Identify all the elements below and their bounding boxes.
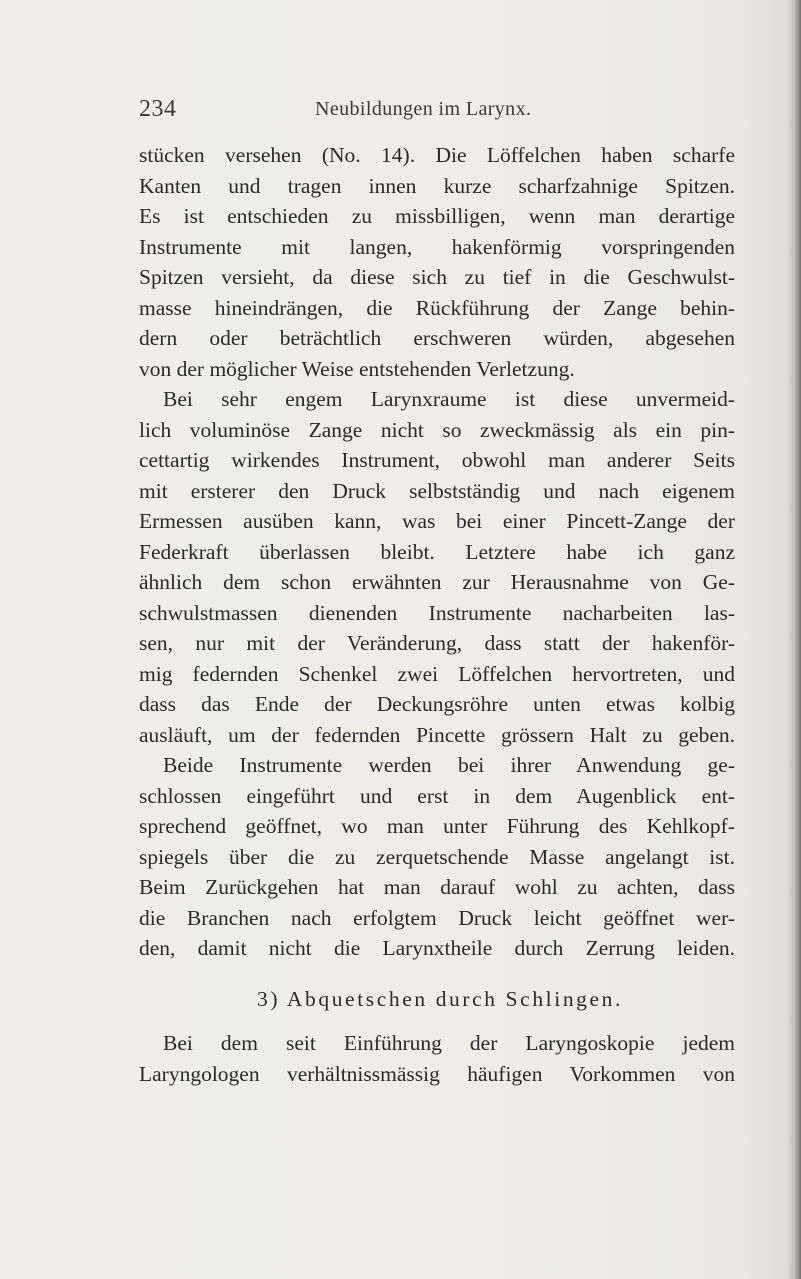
text-line: Bei sehr engem Larynxraume ist diese unvermeid- [163,387,735,411]
text-line: mig federnden Schenkel zwei Löffelchen hervortreten, und [139,661,735,686]
text-line: masse hineindrängen, die Rückführung der Zange behin- [139,295,735,320]
page-header [139,96,739,126]
text-line: Spitzen versieht, da diese sich zu tief in die Geschwulst- [139,265,735,289]
text-line: von der möglicher Weise entstehenden Verletzung. [139,356,575,381]
text-line: lich voluminöse Zange nicht so zweckmässig als ein pin- [139,417,735,442]
text-line: Federkraft überlassen bleibt. Letztere habe ich ganz [139,539,735,564]
section-heading: 3) Abquetschen durch Schlingen. [256,986,623,1011]
text-line: Beide Instrumente werden bei ihrer Anwendung ge- [163,753,735,777]
text-line: die Branchen nach erfolgtem Druck leicht geöffnet wer- [139,905,735,930]
text-line: Es ist entschieden zu missbilligen, wenn man derartige [139,204,735,228]
text-line: ähnlich dem schon erwähnten zur Herausnahme von Ge- [139,570,735,594]
text-line: Beim Zurückgehen hat man darauf wohl zu achten, dass [139,875,735,899]
text-line: cettartig wirkendes Instrument, obwohl man anderer Seits [139,448,735,472]
text-line: mit ersterer den Druck selbstständig und nach eigenem [139,478,735,503]
text-line: Bei dem seit Einführung der Laryngoskopie jedem [163,1031,735,1055]
text-line: Ermessen ausüben kann, was bei einer Pincett-Zange der [139,509,735,533]
text-line: sen, nur mit der Veränderung, dass statt der hakenför- [139,631,735,655]
text-line: schwulstmassen dienenden Instrumente nacharbeiten las- [139,600,735,625]
text-line: dern oder beträchtlich erschweren würden, abgesehen [139,326,735,350]
paragraph [139,750,735,964]
body-text [139,140,735,1089]
text-line: den, damit nicht die Larynxtheile durch Zerrung leiden. [139,936,735,960]
text-line: schlossen eingeführt und erst in dem Augenblick ent- [139,783,735,808]
paragraph [139,1028,735,1089]
page-number: 234 [139,96,177,122]
text-line: Kanten und tragen innen kurze scharfzahnige Spitzen. [139,173,735,198]
paragraph [139,140,735,384]
paragraph [139,384,735,750]
text-line: sprechend geöffnet, wo man unter Führung des Kehlkopf- [139,814,735,838]
text-line: Instrumente mit langen, hakenförmig vorspringenden [139,234,735,259]
running-head: Neubildungen im Larynx. [315,98,532,120]
text-line: spiegels über die zu zerquetschende Masse angelangt ist. [139,844,735,869]
text-line: ausläuft, um der federnden Pincette grössern Halt zu geben. [139,722,735,747]
text-line: stücken versehen (No. 14). Die Löffelchen haben scharfe [139,143,735,167]
page-edge-shadow [787,0,801,1279]
text-line: Laryngologen verhältnissmässig häufigen Vorkommen von [139,1061,735,1086]
text-line: dass das Ende der Deckungsröhre unten etwas kolbig [139,692,735,716]
